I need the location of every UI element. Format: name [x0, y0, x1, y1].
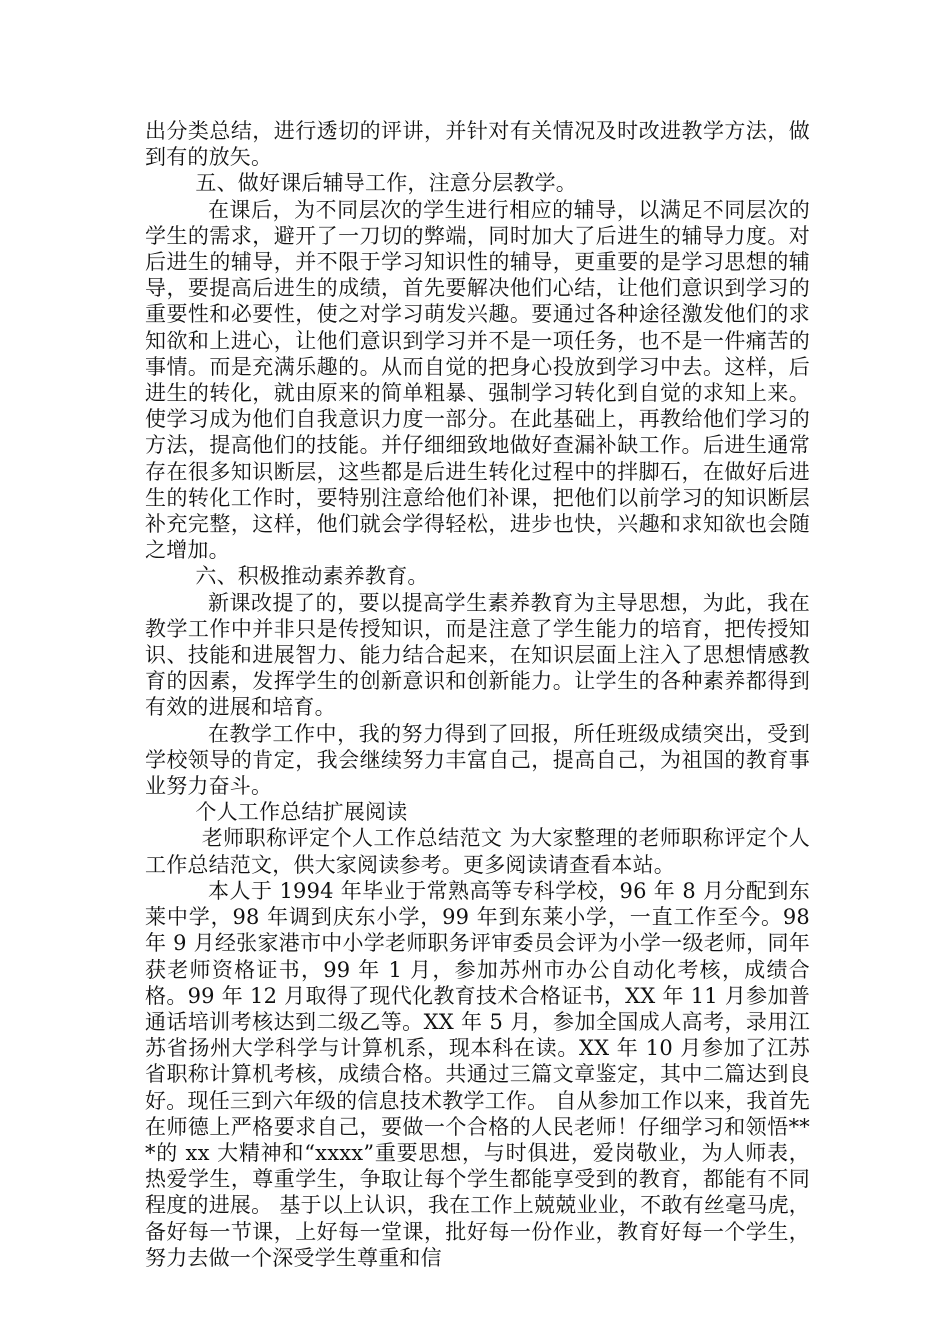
- section-heading-6: 六、积极推动素养教育。: [195, 564, 429, 589]
- paragraph-tutoring: 在课后，为不同层次的学生进行相应的辅导，以满足不同层次的学生的需求，避开了一刀切的弊端，同时加大了后进生的辅导力度。对后进生的辅导，并不限于学习知识性的辅导，更重要的是学习思想的辅导，要提高后进生的成绩，首先要解决他们心结，让他们意识到学习的重要性和必要性，使之对学习萌发兴趣。要通过各种途径激发他们的求知欲和上进心，让他们意识到学习并不是一项任务，也不是一件痛苦的事情。而是充满乐趣的。从而自觉的把身心投放到学习中去。这样，后进生的转化，就由原来的简单粗暴、强制学习转化到自觉的求知上来。使学习成为他们自我意识力度一部分。在此基础上，再教给他们学习的方法，提高他们的技能。并仔细细致地做好查漏补缺工作。后进生通常存在很多知识断层，这些都是后进生转化过程中的拌脚石，在做好后进生的转化工作时，要特别注意给他们补课，把他们以前学习的知识断层补充完整，这样，他们就会学得轻松，进步也快，兴趣和求知欲也会随之增加。: [145, 197, 810, 563]
- extended-reading-heading: 个人工作总结扩展阅读: [195, 800, 408, 825]
- paragraph-personal-history: 本人于 1994 年毕业于常熟高等专科学校，96 年 8 月分配到东莱中学，98 年调到庆东小学，99 年到东莱小学，一直工作至今。98 年 9 月经张家港市中小学老师职务评审委员会评为小学一级老师，同年获老师资格证书，99 年 1 月，参加苏州市办公自动化考核，成绩合格。99 年 12 月取得了现代化教育技术合格证书，XX 年 11 月参加普通话培训考核达到二级乙等。XX 年 5 月，参加全国成人高考，录用江苏省扬州大学科学与计算机系，现本科在读。XX 年 10 月参加了江苏省职称计算机考核，成绩合格。共通过三篇文章鉴定，其中二篇达到良好。现任三到六年级的信息技术教学工作。 自从参加工作以来，我首先在师德上严格要求自己，要做一个合格的人民老师！仔细学习和领悟***的 xx 大精神和“xxxx”重要思想，与时俱进，爱岗敬业，为人师表，热爱学生，尊重学生，争取让每个学生都能享受到的教育，都能有不同程度的进展。 基于以上认识，我在工作上兢兢业业，不敢有丝毫马虎，备好每一节课，上好每一堂课，批好每一份作业，教育好每一个学生，努力去做一个深受学生尊重和信: [145, 878, 810, 1270]
- document-page: [145, 118, 810, 1271]
- section-heading-5: 五、做好课后辅导工作，注意分层教学。: [195, 171, 577, 196]
- paragraph-conclusion: 在教学工作中，我的努力得到了回报，所任班级成绩突出，受到学校领导的肯定，我会继续努力丰富自己，提高自己，为祖国的教育事业努力奋斗。: [145, 721, 810, 799]
- paragraph-quality-education: 新课改提了的，要以提高学生素养教育为主导思想，为此，我在教学工作中并非只是传授知识，而是注意了学生能力的培育，把传授知识、技能和进展智力、能力结合起来，在知识层面上注入了思想情感教育的因素，发挥学生的创新意识和创新能力。让学生的各种素养都得到有效的进展和培育。: [145, 590, 810, 720]
- paragraph-continuation: 出分类总结，进行透切的评讲，并针对有关情况及时改进教学方法，做到有的放矢。: [145, 119, 810, 170]
- paragraph-article-intro: 老师职称评定个人工作总结范文 为大家整理的老师职称评定个人工作总结范文，供大家阅读参考。更多阅读请查看本站。: [145, 826, 810, 877]
